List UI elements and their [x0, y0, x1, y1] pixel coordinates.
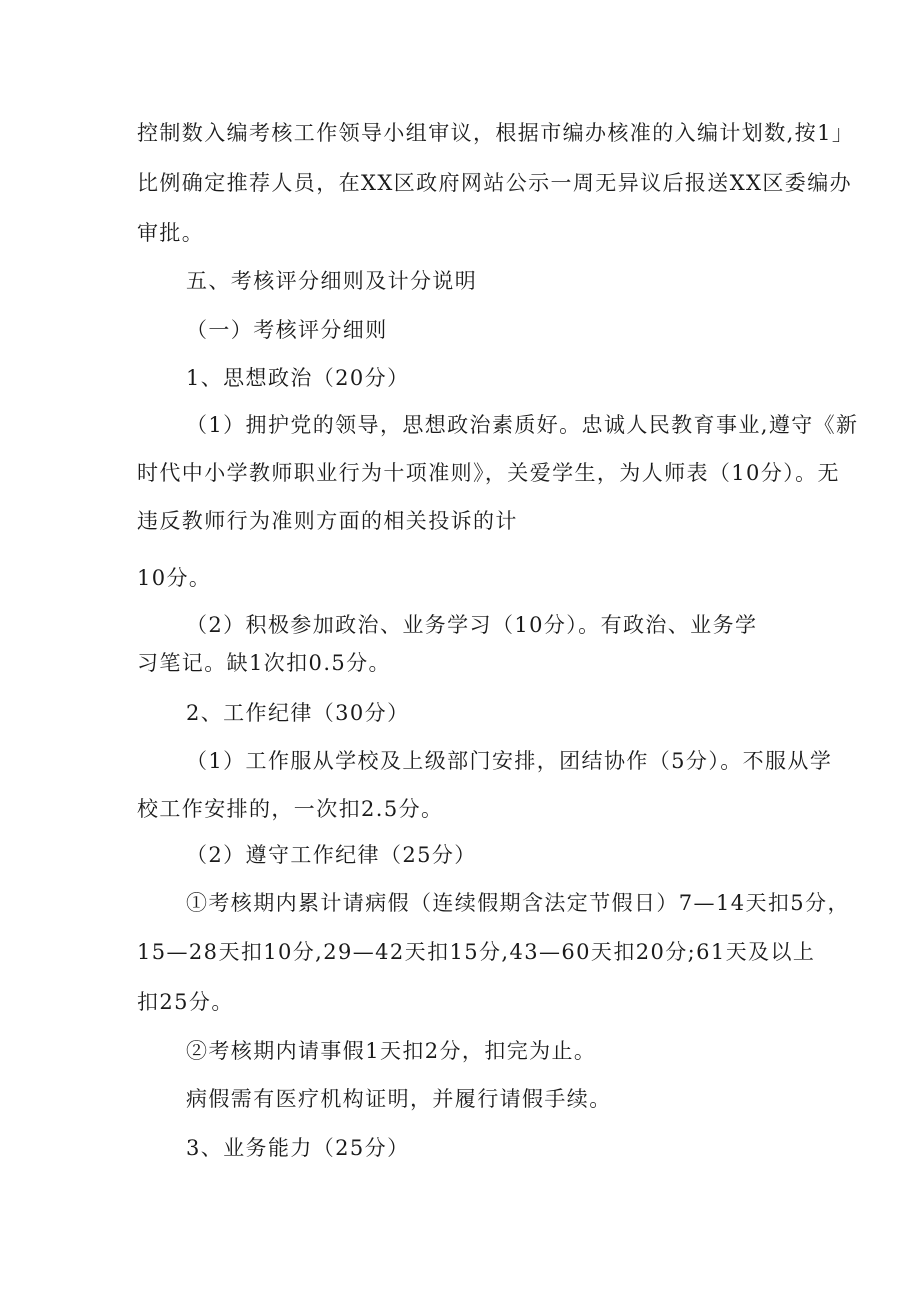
body-text-line: 病假需有医疗机构证明，并履行请假手续。	[186, 1087, 612, 1111]
body-text-line: （2）积极参加政治、业务学习（10分）。有政治、业务学	[186, 613, 758, 637]
body-text-line: 时代中小学教师职业行为十项准则》，关爱学生，为人师表（10分）。无	[137, 461, 840, 485]
body-text-line: 习笔记。缺1次扣0.5分。	[137, 651, 391, 675]
body-text-line: （2）遵守工作纪律（25分）	[186, 843, 477, 867]
body-text-line: ②考核期内请事假1天扣2分，扣完为止。	[186, 1039, 597, 1063]
body-text-line: 比例确定推荐人员，在XX区政府网站公示一周无异议后报送XX区委编办	[137, 171, 852, 195]
body-text-line: 扣25分。	[137, 990, 234, 1014]
item-heading: 3、业务能力（25分）	[186, 1136, 410, 1160]
section-heading: 五、考核评分细则及计分说明	[186, 269, 478, 293]
body-text-line: 校工作安排的，一次扣2.5分。	[137, 797, 444, 821]
item-heading: 2、工作纪律（30分）	[186, 701, 410, 725]
body-text-line: 10分。	[137, 566, 212, 590]
body-text-line: 15—28天扣10分,29—42天扣15分,43—60天扣20分;61天及以上	[137, 940, 816, 964]
body-text-line: （1）拥护党的领导，思想政治素质好。忠诚人民教育事业,遵守《新	[186, 413, 859, 437]
body-text-line: ①考核期内累计请病假（连续假期含法定节假日）7—14天扣5分，	[186, 891, 850, 915]
body-text-line: 控制数入编考核工作领导小组审议，根据市编办核准的入编计划数,按1」	[137, 121, 855, 145]
item-heading: 1、思想政治（20分）	[186, 366, 410, 390]
body-text-line: （1）工作服从学校及上级部门安排，团结协作（5分）。不服从学	[186, 749, 833, 773]
body-text-line: 审批。	[137, 221, 205, 245]
subsection-heading: （一）考核评分细则	[186, 318, 388, 342]
body-text-line: 违反教师行为准则方面的相关投诉的计	[137, 509, 518, 533]
